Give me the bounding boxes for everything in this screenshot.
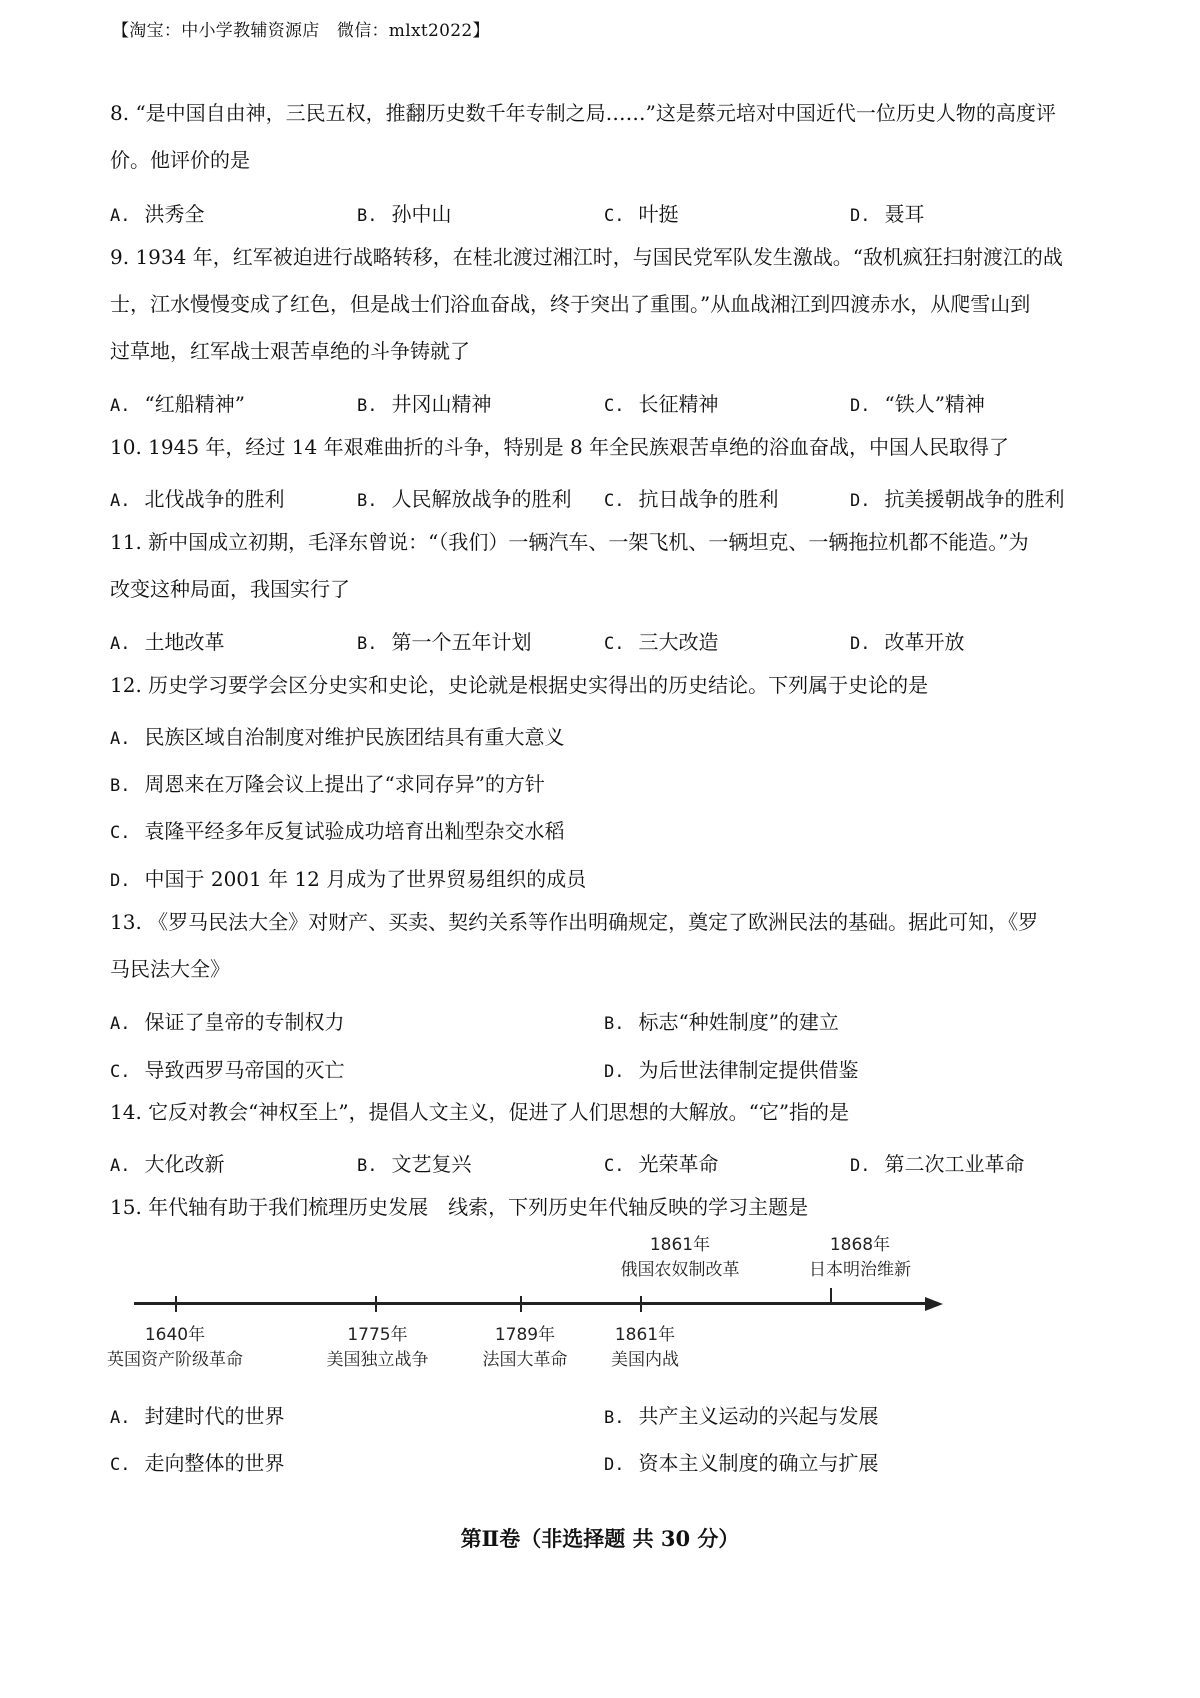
question-11-stem [110, 519, 1100, 613]
option-d[interactable]: D. 资本主义制度的确立与扩展 [604, 1451, 879, 1475]
question-15-stem [110, 1184, 1100, 1231]
section-2-title: 第Ⅱ卷（非选择题 共 30 分） [460, 1526, 740, 1551]
question-line: 12. 历史学习要学会区分史实和史论，史论就是根据史实得出的历史结论。下列属于史论的是 [110, 673, 929, 697]
option-a[interactable]: A. 保证了皇帝的专制权力 [110, 1010, 345, 1034]
timeline-tick [520, 1296, 522, 1312]
option-d[interactable]: D. “铁人”精神 [850, 392, 985, 416]
question-line: 13. 《罗马民法大全》对财产、买卖、契约关系等作出明确规定，奠定了欧洲民法的基础。据此可知，《罗 [110, 910, 1039, 934]
option-c[interactable]: C. 三大改造 [604, 630, 719, 654]
option-d[interactable]: D. 抗美援朝战争的胜利 [850, 487, 1065, 511]
option-a[interactable]: A. 民族区域自治制度对维护民族团结具有重大意义 [110, 725, 565, 749]
option-d[interactable]: D. 第二次工业革命 [850, 1152, 1025, 1176]
option-b[interactable]: B. 孙中山 [357, 202, 452, 226]
option-c[interactable]: C. 抗日战争的胜利 [604, 487, 779, 511]
question-11-options [110, 626, 1100, 666]
question-line: 10. 1945 年，经过 14 年艰难曲折的斗争，特别是 8 年全民族艰苦卓绝的浴血奋战，中国人民取得了 [110, 435, 1010, 459]
question-13-options-2 [110, 1054, 1100, 1094]
option-a[interactable]: A. 洪秀全 [110, 202, 205, 226]
watermark-header: 【淘宝：中小学教辅资源店 微信：mlxt2022】 [112, 21, 490, 41]
option-b[interactable]: B. 第一个五年计划 [357, 630, 532, 654]
option-a[interactable]: A. 北伐战争的胜利 [110, 487, 285, 511]
question-line: 价。他评价的是 [110, 148, 250, 172]
timeline-label-below: 1789年 法国大革命 [482, 1325, 568, 1370]
option-c[interactable]: C. 袁隆平经多年反复试验成功培育出籼型杂交水稻 [110, 819, 565, 843]
question-15-options-2 [110, 1447, 1100, 1487]
timeline-axis [134, 1302, 934, 1305]
option-b[interactable]: B. 井冈山精神 [357, 392, 492, 416]
option-a[interactable]: A. 土地改革 [110, 630, 225, 654]
option-b[interactable]: B. 人民解放战争的胜利 [357, 487, 572, 511]
timeline-label-below: 1861年 美国内战 [611, 1325, 679, 1370]
option-d[interactable]: D. 聂耳 [850, 202, 925, 226]
option-a[interactable]: A. 封建时代的世界 [110, 1404, 285, 1428]
option-b[interactable]: B. 共产主义运动的兴起与发展 [604, 1404, 879, 1428]
question-9-stem [110, 234, 1100, 375]
option-c[interactable]: C. 导致西罗马帝国的灭亡 [110, 1058, 345, 1082]
timeline-label-below: 1640年 英国资产阶级革命 [107, 1325, 243, 1370]
question-line: 改变这种局面，我国实行了 [110, 577, 350, 601]
question-line: 士，江水慢慢变成了红色，但是战士们浴血奋战，终于突出了重围。”从血战湘江到四渡赤水，从爬雪山到 [110, 292, 1031, 316]
timeline-label-above: 1861年 俄国农奴制改革 [620, 1235, 740, 1280]
option-c[interactable]: C. 长征精神 [604, 392, 719, 416]
question-14-options [110, 1148, 1100, 1188]
option-a[interactable]: A. 大化改新 [110, 1152, 225, 1176]
history-timeline [107, 1235, 950, 1385]
option-d[interactable]: D. 为后世法律制定提供借鉴 [604, 1058, 859, 1082]
option-d[interactable]: D. 改革开放 [850, 630, 965, 654]
timeline-tick [175, 1296, 177, 1312]
question-13-stem [110, 899, 1100, 993]
question-9-options [110, 388, 1100, 428]
question-line: 马民法大全》 [110, 957, 230, 981]
question-15-options [110, 1400, 1100, 1440]
question-10-stem [110, 424, 1100, 471]
question-line: 11. 新中国成立初期，毛泽东曾说：“（我们）一辆汽车、一架飞机、一辆坦克、一辆拖拉机都不能造。”为 [110, 530, 1029, 554]
option-c[interactable]: C. 光荣革命 [604, 1152, 719, 1176]
timeline-label-above: 1868年 日本明治维新 [809, 1235, 911, 1280]
timeline-tick [375, 1296, 377, 1312]
question-12-stem [110, 662, 1100, 709]
option-b[interactable]: B. 标志“种姓制度”的建立 [604, 1010, 839, 1034]
timeline-label-below: 1775年 美国独立战争 [326, 1325, 429, 1370]
question-8-options [110, 198, 1100, 238]
arrow-right-icon [925, 1295, 945, 1313]
timeline-tick [830, 1288, 832, 1304]
question-line: 15. 年代轴有助于我们梳理历史发展 线索，下列历史年代轴反映的学习主题是 [110, 1195, 809, 1219]
question-line: 8. “是中国自由神，三民五权，推翻历史数千年专制之局……”这是蔡元培对中国近代一位历史人物的高度评 [110, 101, 1056, 125]
option-c[interactable]: C. 走向整体的世界 [110, 1451, 285, 1475]
option-a[interactable]: A. “红船精神” [110, 392, 245, 416]
question-13-options [110, 1006, 1100, 1046]
question-14-stem [110, 1089, 1100, 1136]
option-d[interactable]: D. 中国于 2001 年 12 月成为了世界贸易组织的成员 [110, 867, 587, 891]
question-line: 过草地，红军战士艰苦卓绝的斗争铸就了 [110, 339, 470, 363]
question-line: 9. 1934 年，红军被迫进行战略转移，在桂北渡过湘江时，与国民党军队发生激战。“敌机疯狂扫射渡江的战 [110, 245, 1063, 269]
option-b[interactable]: B. 周恩来在万隆会议上提出了“求同存异”的方针 [110, 772, 545, 796]
timeline-tick [640, 1296, 642, 1312]
question-line: 14. 它反对教会“神权至上”，提倡人文主义，促进了人们思想的大解放。“它”指的是 [110, 1100, 850, 1124]
question-10-options [110, 483, 1100, 523]
option-c[interactable]: C. 叶挺 [604, 202, 679, 226]
question-8-stem [110, 90, 1100, 184]
option-b[interactable]: B. 文艺复兴 [357, 1152, 472, 1176]
